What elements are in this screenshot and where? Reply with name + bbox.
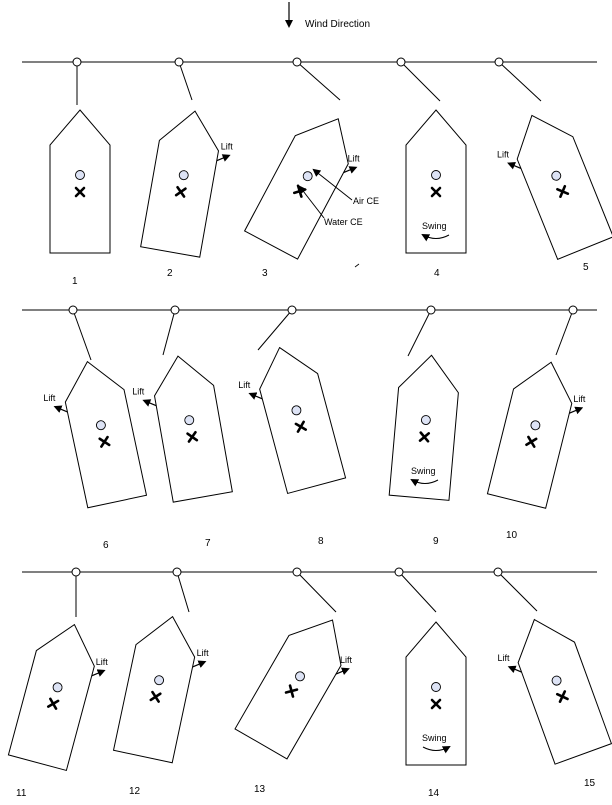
boat-hull bbox=[251, 340, 346, 494]
anchor-point-icon bbox=[288, 306, 296, 314]
boat-8 bbox=[238, 306, 345, 547]
boat-number: 2 bbox=[167, 268, 173, 279]
stray-mark bbox=[355, 264, 359, 267]
boat-row-2 bbox=[22, 306, 597, 551]
water-ce-label: Water CE bbox=[324, 217, 363, 227]
lift-label: Lift bbox=[573, 394, 586, 405]
boat-hull-group bbox=[245, 105, 365, 259]
swing-label: Swing bbox=[422, 733, 447, 743]
lift-arrow-icon bbox=[217, 156, 229, 161]
boat-number: 10 bbox=[506, 530, 518, 541]
boat-3 bbox=[245, 58, 365, 279]
boat-5 bbox=[495, 58, 612, 273]
anchor-point-icon bbox=[395, 568, 403, 576]
boat-number: 8 bbox=[318, 536, 324, 547]
wind-direction-label: Wind Direction bbox=[305, 19, 371, 30]
lift-arrow-icon bbox=[92, 671, 104, 676]
boat-number: 7 bbox=[205, 538, 211, 549]
boat-number: 12 bbox=[129, 786, 141, 797]
boat-hull-group bbox=[251, 340, 346, 494]
boat-hull-group bbox=[50, 110, 110, 253]
lift-arrow-icon bbox=[193, 662, 205, 667]
boat-hull-group bbox=[8, 617, 103, 771]
boat-number: 11 bbox=[16, 788, 27, 799]
anchor-point-icon bbox=[427, 306, 435, 314]
boat-13 bbox=[235, 568, 358, 795]
anchor-point-icon bbox=[495, 58, 503, 66]
boat-2 bbox=[141, 58, 234, 279]
boat-hull bbox=[148, 351, 232, 502]
lift-arrow-icon bbox=[144, 401, 156, 406]
boat-number: 4 bbox=[434, 268, 440, 279]
anchor-point-icon bbox=[293, 58, 301, 66]
boat-number: 14 bbox=[428, 788, 440, 799]
boat-hull bbox=[504, 104, 612, 259]
boat-number: 5 bbox=[583, 262, 589, 273]
lift-label: Lift bbox=[43, 392, 56, 403]
air-ce-icon bbox=[76, 171, 85, 180]
lift-arrow-icon bbox=[569, 408, 581, 413]
boat-hull-group bbox=[148, 351, 232, 502]
anchor-point-icon bbox=[73, 58, 81, 66]
air-ce-label: Air CE bbox=[353, 196, 380, 206]
anchor-point-icon bbox=[72, 568, 80, 576]
boat-4 bbox=[397, 58, 466, 279]
boat-hull bbox=[50, 110, 110, 253]
anchor-point-icon bbox=[175, 58, 183, 66]
lift-label: Lift bbox=[497, 653, 510, 664]
boat-number: 15 bbox=[584, 778, 596, 789]
lift-label: Lift bbox=[347, 153, 360, 164]
boat-rows bbox=[8, 58, 612, 799]
boat-hull bbox=[245, 105, 365, 259]
tether-line bbox=[297, 572, 336, 612]
tether-line bbox=[499, 62, 541, 101]
anchor-point-icon bbox=[173, 568, 181, 576]
air-ce-icon bbox=[421, 415, 431, 425]
tether-line bbox=[556, 310, 573, 355]
boat-hull bbox=[114, 610, 202, 762]
boat-hull-group bbox=[58, 355, 146, 507]
anchor-point-icon bbox=[494, 568, 502, 576]
lift-label: Lift bbox=[238, 379, 251, 390]
lift-arrow-icon bbox=[250, 394, 262, 399]
boat-hull-group bbox=[141, 106, 225, 257]
boat-hull bbox=[58, 355, 146, 507]
air-ce-icon bbox=[432, 171, 441, 180]
lift-label: Lift bbox=[196, 647, 209, 658]
anchor-point-icon bbox=[171, 306, 179, 314]
anchor-point-icon bbox=[569, 306, 577, 314]
lift-label: Lift bbox=[132, 386, 145, 397]
boat-number: 9 bbox=[433, 536, 439, 547]
lift-label: Lift bbox=[95, 656, 108, 667]
lift-label: Lift bbox=[220, 141, 233, 152]
boat-9 bbox=[389, 306, 461, 547]
boat-hull bbox=[506, 609, 611, 764]
boat-hull-group bbox=[506, 609, 611, 764]
boat-number: 3 bbox=[262, 268, 268, 279]
boat-hull-group bbox=[504, 104, 612, 259]
tether-line bbox=[177, 572, 189, 612]
boat-hull bbox=[235, 605, 358, 759]
boat-hull bbox=[389, 353, 461, 501]
boat-hull-group bbox=[389, 353, 461, 501]
anchor-point-icon bbox=[397, 58, 405, 66]
boat-11 bbox=[8, 568, 108, 799]
boat-12 bbox=[114, 568, 210, 797]
swing-label: Swing bbox=[422, 221, 447, 231]
boat-number: 1 bbox=[72, 276, 78, 287]
boat-hull bbox=[487, 355, 580, 508]
boat-hull bbox=[141, 106, 225, 257]
tether-line bbox=[408, 310, 431, 356]
tether-line bbox=[297, 62, 340, 100]
tether-line bbox=[163, 310, 175, 355]
swing-label: Swing bbox=[411, 466, 436, 476]
tether-line bbox=[258, 310, 292, 350]
air-ce-icon bbox=[432, 683, 441, 692]
boat-6 bbox=[43, 306, 146, 551]
lift-arrow-icon bbox=[55, 407, 67, 412]
boat-hull-group bbox=[235, 605, 358, 759]
boat-hull bbox=[406, 110, 466, 253]
boat-hull-group bbox=[114, 610, 202, 762]
boat-hull-group bbox=[406, 622, 466, 765]
anchor-point-icon bbox=[293, 568, 301, 576]
boat-10 bbox=[487, 306, 585, 541]
boat-row-3 bbox=[8, 568, 611, 799]
boat-hull bbox=[406, 622, 466, 765]
boat-hull-group bbox=[487, 355, 580, 508]
boat-number: 6 bbox=[103, 540, 109, 551]
anchor-point-icon bbox=[69, 306, 77, 314]
boat-1 bbox=[50, 58, 110, 287]
tether-line bbox=[399, 572, 436, 612]
boat-15 bbox=[494, 568, 611, 789]
tether-line bbox=[401, 62, 440, 101]
tether-line bbox=[73, 310, 91, 360]
lift-label: Lift bbox=[496, 149, 509, 160]
boat-number: 13 bbox=[254, 784, 266, 795]
tether-line bbox=[498, 572, 537, 611]
lift-label: Lift bbox=[339, 655, 352, 666]
boat-7 bbox=[132, 306, 232, 549]
tether-line bbox=[179, 62, 192, 100]
wind-indicator bbox=[289, 2, 370, 30]
boat-hull-group bbox=[406, 110, 466, 253]
boat-hull bbox=[8, 617, 103, 771]
boat-14 bbox=[395, 568, 466, 799]
